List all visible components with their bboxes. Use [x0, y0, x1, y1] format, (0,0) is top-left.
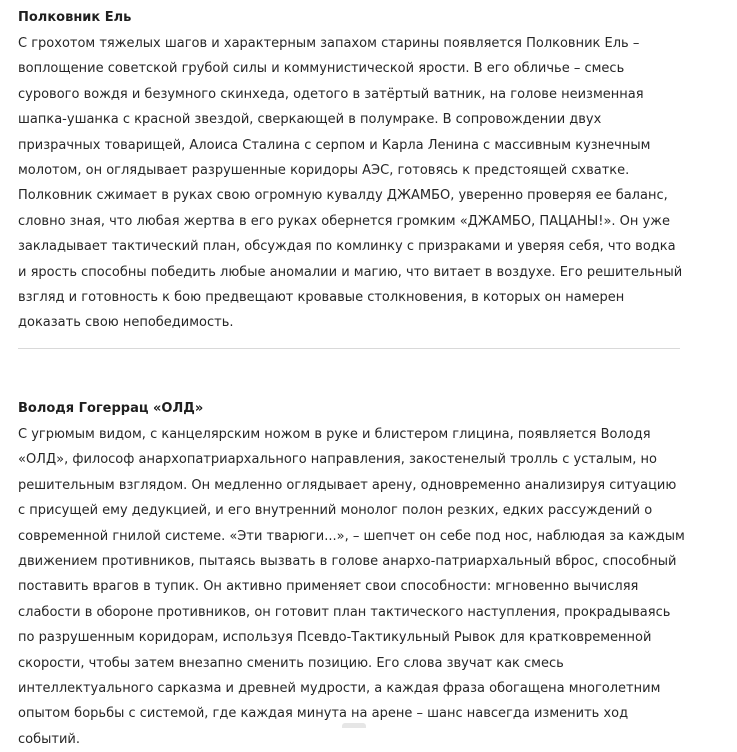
bottom-fade — [0, 722, 737, 728]
scroll-indicator[interactable] — [342, 723, 366, 728]
section-body: С угрюмым видом, с канцелярским ножом в руке и блистером глицина, появляется Володя «ОЛД», философ анархопатриархального направления, закостенелый тролль с усталым, но решительным взглядом. Он медленно оглядывает арену, одновременно анализируя ситуацию с присущей ему дедукцией, и его внутренний монолог полон резких, едких рассуждений о современной гнилой системе. «Эти тварюги...», – шепчет он себе под нос, наблюдая за каждым движением противников, пытаясь вызвать в голове анархо-патриархальный вброс, способный поставить врагов в тупик. Он активно применяет свои способности: мгновенно вычисляя слабости в обороне противников, он готовит план тактического наступления, прокрадываясь по разрушенным коридорам, используя Псевдо-Тактикульный Рывок для кратковременной скорости, чтобы затем внезапно сменить позицию. Его слова звучат как смесь интеллектуального сарказма и древней мудрости, а каждая фраза обогащена многолетним опытом борьбы с системой, где каждая минута на арене – шанс навсегда изменить ход событий. — [18, 427, 685, 747]
section-title: Полковник Ель — [18, 10, 132, 25]
character-section-colonel — [18, 3, 686, 336]
character-section-volodya — [18, 394, 686, 752]
section-divider — [18, 348, 680, 349]
section-title: Володя Гогеррац «ОЛД» — [18, 401, 204, 416]
section-body: С грохотом тяжелых шагов и характерным запахом старины появляется Полковник Ель – воплощение советской грубой силы и коммунистической ярости. В его обличье – смесь сурового вождя и безумного скинхеда, одетого в затёртый ватник, на голове неизменная шапка-ушанка с красной звездой, сверкающей в полумраке. В сопровождении двух призрачных товарищей, Алоиса Сталина с серпом и Карла Ленина с массивным кузнечным молотом, он оглядывает разрушенные коридоры АЭС, готовясь к предстоящей схватке. Полковник сжимает в руках свою огромную кувалду ДЖАМБО, уверенно проверяя ее баланс, словно зная, что любая жертва в его руках обернется громким «ДЖАМБО, ПАЦАНЫ!». Он уже закладывает тактический план, обсуждая по комлинку с призраками и уверяя себя, что водка и ярость способны победить любые аномалии и магию, что витает в воздухе. Его решительный взгляд и готовность к бою предвещают кровавые столкновения, в которых он намерен доказать свою непобедимость. — [18, 36, 683, 331]
